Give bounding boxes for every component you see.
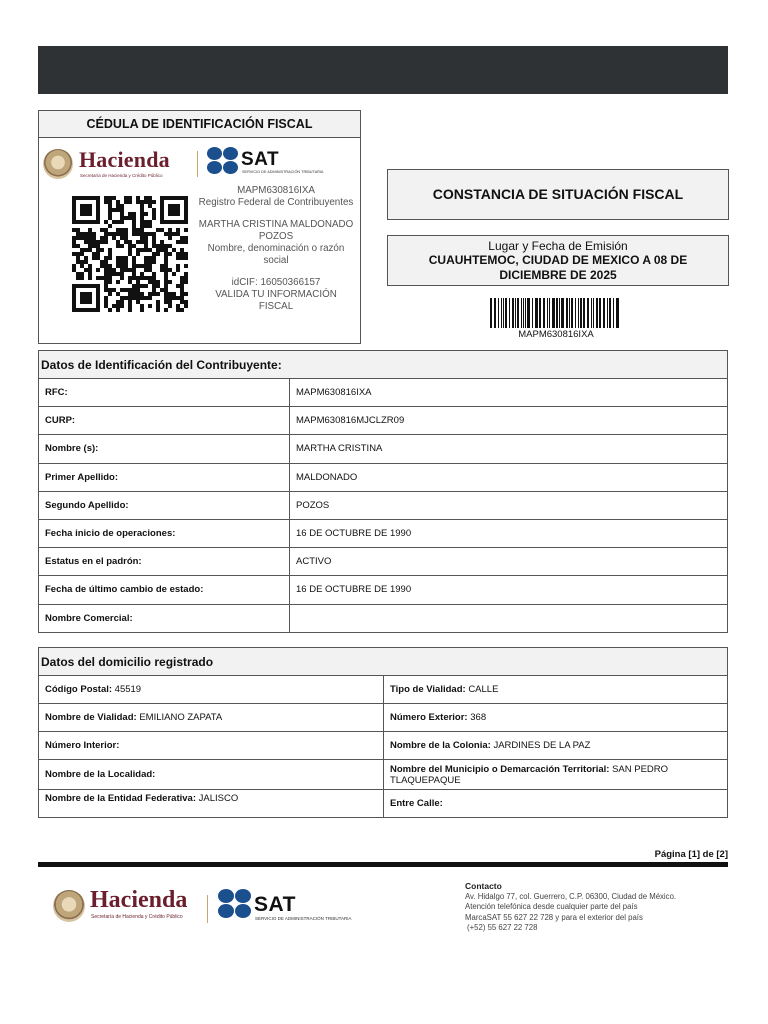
- row-value: 16 DE OCTUBRE DE 1990: [290, 519, 728, 547]
- address-cell: [39, 676, 384, 704]
- table-row: [39, 379, 728, 407]
- row-value: 16 DE OCTUBRE DE 1990: [290, 576, 728, 604]
- contact-line: MarcaSAT 55 627 22 728 y para el exterior del país: [465, 912, 643, 922]
- hacienda-logo-text: Hacienda: [79, 147, 170, 172]
- address-cell: [384, 676, 728, 704]
- hacienda-logo-subtitle: Secretaría de Hacienda y Crédito Público: [80, 173, 163, 178]
- logo-divider: [197, 151, 198, 177]
- address-value: 45519: [114, 684, 142, 695]
- row-label: Fecha de último cambio de estado:: [39, 576, 290, 604]
- address-label: Número Interior:: [45, 740, 120, 751]
- row-value: ACTIVO: [290, 548, 728, 576]
- address-label: Número Exterior:: [390, 712, 468, 723]
- logos-row: [39, 145, 360, 189]
- address-value: JARDINES DE LA PAZ: [493, 740, 591, 751]
- emision-box: [387, 235, 729, 286]
- logo-divider: [207, 895, 208, 923]
- sat-logo-text: SAT: [241, 149, 280, 170]
- address-label: Nombre de la Colonia:: [390, 740, 491, 751]
- row-label: Fecha inicio de operaciones:: [39, 519, 290, 547]
- sat-logo: [218, 889, 388, 925]
- table-row: [39, 760, 728, 790]
- address-value: CALLE: [468, 684, 499, 695]
- emision-value: CUAUHTEMOC, CIUDAD DE MEXICO A 08 DE DICIEMBRE DE 2025: [428, 253, 688, 282]
- identificacion-table: [38, 350, 728, 633]
- cedula-idcif: idCIF: 16050366157: [231, 277, 321, 288]
- cedula-rfc: MAPM630816IXA: [237, 185, 315, 196]
- contact-line: Atención telefónica desde cualquier parte del país: [465, 902, 638, 911]
- address-label: Entre Calle:: [390, 798, 443, 809]
- address-cell: [384, 790, 728, 818]
- row-value: MALDONADO: [290, 463, 728, 491]
- row-label: CURP:: [39, 407, 290, 435]
- address-cell: [39, 790, 384, 818]
- table-row: [39, 790, 728, 818]
- address-value: 368: [470, 712, 487, 723]
- contact-line: (+52) 55 627 22 728: [467, 923, 538, 932]
- row-value: MARTHA CRISTINA: [290, 435, 728, 463]
- row-label: Nombre Comercial:: [39, 604, 290, 632]
- address-label: Tipo de Vialidad:: [390, 684, 466, 695]
- contact-line: Av. Hidalgo 77, col. Guerrero, C.P. 06300, Ciudad de México.: [465, 891, 677, 901]
- domicilio-header: Datos del domicilio registrado: [39, 648, 728, 676]
- emision-label: Lugar y Fecha de Emisión: [488, 239, 628, 253]
- address-label: Nombre de la Localidad:: [45, 769, 156, 780]
- address-cell: [39, 760, 384, 790]
- contact-title: Contacto: [465, 881, 502, 891]
- sat-logo-subtitle: SERVICIO DE ADMINISTRACIÓN TRIBUTARIA: [255, 916, 352, 921]
- table-row: [39, 548, 728, 576]
- row-label: RFC:: [39, 379, 290, 407]
- cedula-box: [38, 110, 361, 344]
- address-label: Nombre del Municipio o Demarcación Territorial:: [390, 763, 610, 775]
- sat-logo-subtitle: SERVICIO DE ADMINISTRACIÓN TRIBUTARIA: [242, 170, 324, 174]
- sat-dots-icon: [207, 147, 239, 175]
- footer-logos: [50, 887, 390, 931]
- domicilio-table: [38, 647, 728, 818]
- address-cell: [384, 760, 728, 790]
- address-label: Nombre de la Entidad Federativa:: [45, 793, 196, 804]
- hacienda-logo-subtitle: Secretaría de Hacienda y Crédito Público: [91, 914, 183, 920]
- address-label: Código Postal:: [45, 684, 113, 695]
- page-number: Página [1] de [2]: [654, 849, 728, 860]
- barcode-icon: [490, 298, 622, 328]
- barcode-text: MAPM630816IXA: [518, 329, 594, 340]
- table-row: [39, 704, 728, 732]
- footer-divider: [38, 862, 728, 867]
- sat-logo-text: SAT: [254, 893, 296, 916]
- row-label: Nombre (s):: [39, 435, 290, 463]
- row-value: MAPM630816MJCLZR09: [290, 407, 728, 435]
- table-row: [39, 604, 728, 632]
- table-row: [39, 519, 728, 547]
- address-cell: [384, 704, 728, 732]
- contact-block: [465, 881, 727, 934]
- address-value: SAN PEDRO TLAQUEPAQUE: [390, 763, 669, 786]
- hacienda-logo: [43, 149, 193, 183]
- row-label: Primer Apellido:: [39, 463, 290, 491]
- address-cell: [39, 732, 384, 760]
- identificacion-header: Datos de Identificación del Contribuyente:: [39, 351, 728, 379]
- cedula-valida: VALIDA TU INFORMACIÓN FISCAL: [215, 289, 337, 312]
- cedula-name: MARTHA CRISTINA MALDONADO POZOS: [198, 219, 354, 242]
- table-row: [39, 407, 728, 435]
- hacienda-logo-text: Hacienda: [90, 887, 188, 913]
- address-value: JALISCO: [198, 793, 239, 804]
- table-row: [39, 576, 728, 604]
- qr-code-icon: [72, 195, 188, 313]
- table-row: [39, 491, 728, 519]
- cedula-rfc-caption: Registro Federal de Contribuyentes: [198, 197, 354, 208]
- header-bar: [38, 46, 728, 94]
- cedula-title: CÉDULA DE IDENTIFICACIÓN FISCAL: [39, 111, 360, 138]
- address-label: Nombre de Vialidad:: [45, 712, 137, 723]
- row-label: Estatus en el padrón:: [39, 548, 290, 576]
- sat-logo: [207, 147, 327, 183]
- table-row: [39, 676, 728, 704]
- address-cell: [384, 732, 728, 760]
- table-row: [39, 463, 728, 491]
- row-value: POZOS: [290, 491, 728, 519]
- cedula-name-caption: Nombre, denominación o razón social: [207, 243, 345, 266]
- address-value: EMILIANO ZAPATA: [139, 712, 223, 723]
- row-value: MAPM630816IXA: [290, 379, 728, 407]
- sat-dots-icon: [218, 889, 252, 919]
- table-row: [39, 732, 728, 760]
- address-cell: [39, 704, 384, 732]
- table-row: [39, 435, 728, 463]
- cedula-info: [192, 185, 360, 313]
- row-label: Segundo Apellido:: [39, 491, 290, 519]
- constancia-title: CONSTANCIA DE SITUACIÓN FISCAL: [387, 169, 729, 220]
- hacienda-seal-icon: [43, 149, 73, 179]
- row-value: [290, 604, 728, 632]
- hacienda-seal-icon: [53, 890, 85, 922]
